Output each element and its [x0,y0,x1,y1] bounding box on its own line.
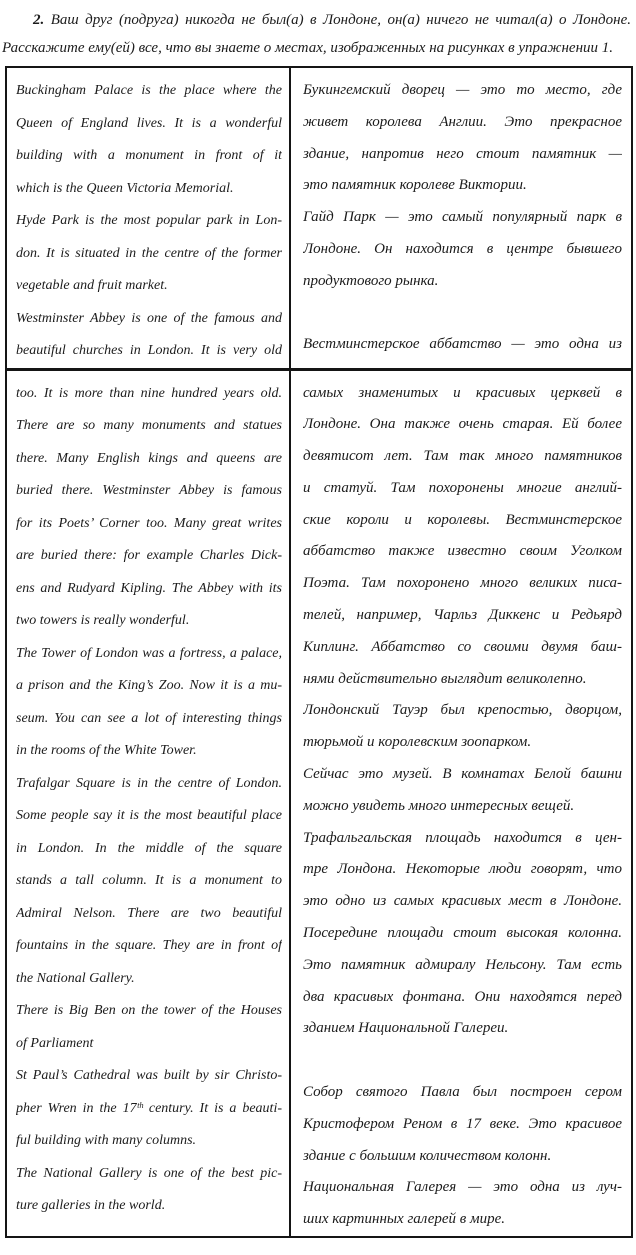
text-line: in London. In the middle of the square [16,840,282,856]
text-line: Киплинг. Аббатство со своими двумя баш- [303,638,622,655]
russian-cell-row1 [290,67,632,369]
text-line: Trafalgar Square is in the centre of London. [16,775,282,791]
table-row-1 [6,67,632,369]
text-line: too. It is more than nine hundred years old. [16,385,282,401]
text-line: Поэта. Там похоронено много великих писа- [303,575,622,592]
text-line: Лондоне. Он находится в центре бывшего [303,240,622,257]
task-number: 2. [33,12,45,28]
text-line: тре Лондона. Некоторые люди говорят, что [303,861,622,878]
text-line: There is Big Ben on the tower of the Houses [16,1003,282,1018]
text-line: аббатство также известно своим Уголком [303,543,622,560]
text-line: живет королева Англии. Это прекрасное [303,113,622,130]
text-line: это памятник королеве Виктории. [303,177,527,194]
text-line: the National Gallery. [16,970,135,986]
text-line: building with a monument in front of it [16,148,282,163]
text-line: there. Many English kings and queens are [16,450,282,466]
text-line: Buckingham Palace is the place where the [16,83,282,98]
text-line: fountains in the square. They are in front of [16,938,282,953]
text-line: нями действительно выглядит великолепно. [303,670,587,687]
text-line [303,298,622,330]
text-line: Гайд Парк — это самый популярный парк в [303,209,622,226]
text-line: buried there. Westminster Abbey is famous [16,483,282,498]
text-line: ших картинных галерей в мире. [303,1211,506,1228]
text-line: Кристофером Реном в 17 веке. Это красивое [303,1115,622,1132]
text-line: тюрьмой и королевским зоопарком. [303,734,532,751]
text-line: Собор святого Павла был построен сером [303,1084,622,1101]
text-line: Westminster Abbey is one of the famous and [16,310,282,326]
text-line: Посередине площади стоит высокая колонна. [303,925,622,942]
text-line: Национальная Галерея — это одна из луч- [303,1179,622,1196]
task-header [0,0,636,62]
text-line: pher Wren in the 17ᵗʰ century. It is a beauti- [16,1100,282,1116]
text-line: Букингемский дворец — это то место, где [303,82,622,98]
text-line: два красивых фонтана. Они находятся перед [303,988,622,1005]
text-line: vegetable and fruit market. [16,278,168,293]
text-line: телей, например, Чарльз Диккенс и Редьярд [303,607,622,624]
text-line: The National Gallery is one of the best pic- [16,1165,282,1181]
table-row-2 [6,369,632,1237]
english-cell-row1 [6,67,290,369]
task-text-line1: Ваш друг (подруга) никогда не был(а) в Лондоне, он(а) ничего не читал(а) о Лондоне. [50,12,631,28]
text-line: stands a tall column. It is a monument to [16,873,282,888]
text-line: Admiral Nelson. There are two beautiful [16,905,282,921]
text-line: Some people say it is the most beautiful place [16,808,282,823]
text-line: a prison and the King’s Zoo. Now it is a mu- [16,678,282,693]
text-line: are buried there: for example Charles Dick- [16,548,282,563]
english-cell-row2 [6,369,290,1237]
text-line: of Parliament [16,1035,94,1051]
text-line: which is the Queen Victoria Memorial. [16,180,234,196]
text-line: продуктового рынка. [303,272,439,289]
text-line: St Paul’s Cathedral was built by sir Christo- [16,1068,282,1083]
text-line: Лондоне. Она также очень старая. Ей более [303,416,622,433]
text-line: Трафальгальская площадь находится в цен- [303,829,622,846]
text-line: The Tower of London was a fortress, a palace, [16,645,282,661]
text-line: beautiful churches in London. It is very old [16,343,282,358]
text-line: ские короли и королевы. Вестминстерское [303,511,622,528]
text-line: Вестминстерское аббатство — это одна из [303,336,622,353]
translation-table [5,66,633,1238]
text-line: Лондонский Тауэр был крепостью, дворцом, [303,702,622,719]
text-line: здание с большим количеством колонн. [303,1147,552,1164]
text-line: Это памятник адмиралу Нельсону. Там есть [303,956,622,973]
text-line: in the rooms of the White Tower. [16,743,197,758]
task-header-line2: Расскажите ему(ей) все, что вы знаете о местах, изображенных на рисунках в упражнении 1. [2,40,614,56]
text-line: Сейчас это музей. В комнатах Белой башни [303,766,622,783]
text-line: ful building with many columns. [16,1133,197,1148]
text-line: Hyde Park is the most popular park in Lon- [16,213,282,228]
text-line: можно увидеть много интересных вещей. [303,797,575,814]
text-line: девятисот лет. Там так много памятников [303,448,622,465]
text-line [303,1045,622,1077]
text-line: Queen of England lives. It is a wonderful [16,115,282,131]
text-line: two towers is really wonderful. [16,613,190,628]
text-line: здание, напротив него стоит памятник — [303,145,622,162]
task-header-line1 [2,6,631,34]
text-line: и статуй. Там похоронены многие англий- [303,479,622,496]
text-line: don. It is situated in the centre of the former [16,245,282,261]
text-line: это одно из самых красивых мест в Лондоне. [303,893,622,910]
text-line: ture galleries in the world. [16,1198,166,1213]
russian-cell-row2 [290,369,632,1237]
text-line: for its Poets’ Corner too. Many great writes [16,515,282,531]
text-line: There are so many monuments and statues [16,418,282,433]
text-line: зданием Национальной Галереи. [303,1020,509,1037]
text-line: самых знаменитых и красивых церквей в [303,384,622,401]
text-line: seum. You can see a lot of interesting things [16,710,282,726]
text-line: ens and Rudyard Kipling. The Abbey with its [16,580,282,596]
